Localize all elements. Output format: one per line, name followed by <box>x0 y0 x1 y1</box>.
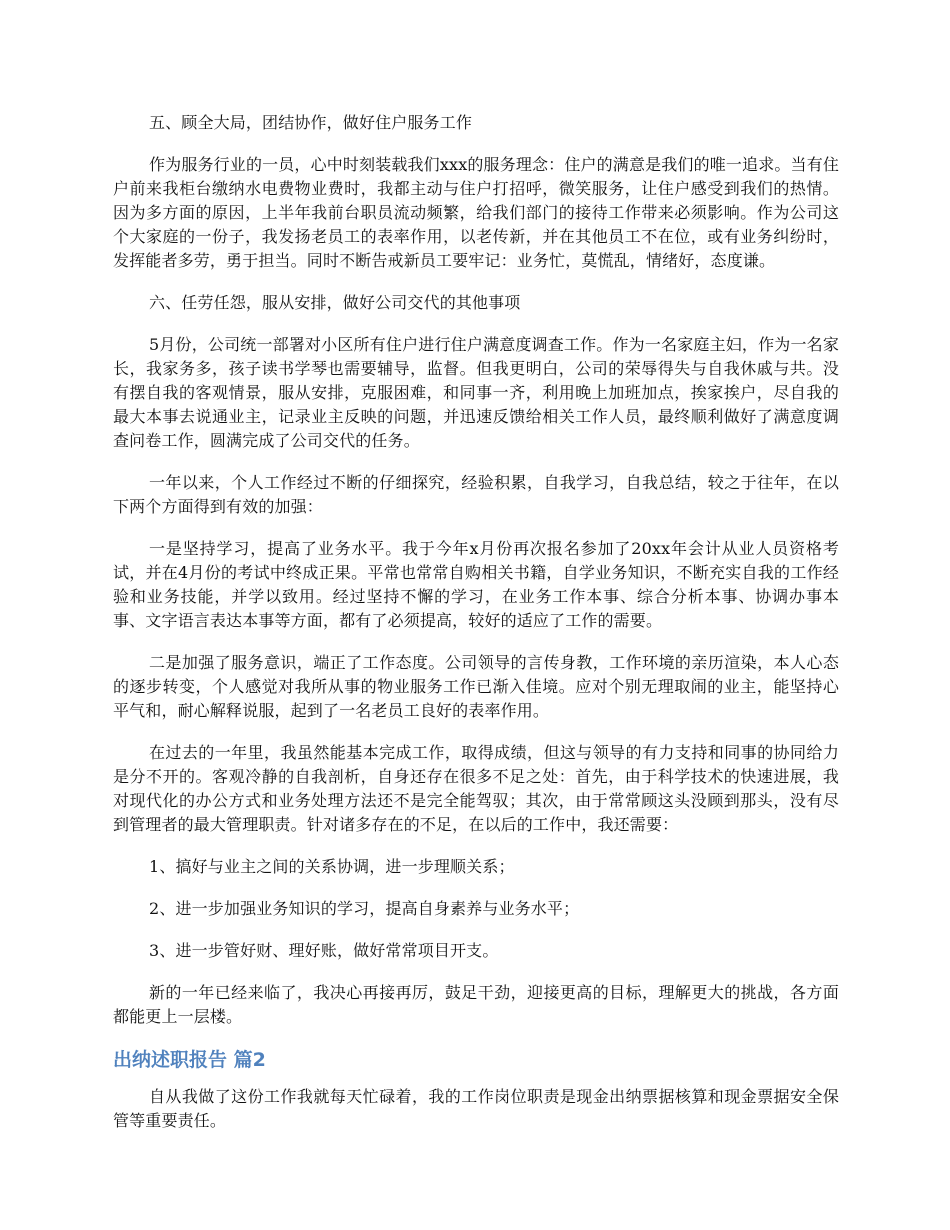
paragraph-service-awareness: 二是加强了服务意识，端正了工作态度。公司领导的言传身教，工作环境的亲历渲染，本人心态的逐步转变，个人感觉对我所从事的物业服务工作已渐入佳境。应对个别无理取闹的业主，能坚持心平气和，耐心解释说服，起到了一名老员工良好的表率作用。 <box>113 653 839 720</box>
report-heading-part2: 出纳述职报告 篇2 <box>113 1049 266 1071</box>
paragraph-part2-intro: 自从我做了这份工作我就每天忙碌着，我的工作岗位职责是现金出纳票据核算和现金票据安全保管等重要责任。 <box>113 1087 839 1130</box>
document-page <box>113 111 839 1151</box>
paragraph-service-philosophy: 作为服务行业的一员，心中时刻装载我们xxx的服务理念：住户的满意是我们的唯一追求。当有住户前来我柜台缴纳水电费物业费时，我都主动与住户打招呼，微笑服务，让住户感受到我们的热情。因为多方面的原因，上半年我前台职员流动频繁，给我们部门的接待工作带来必须影响。作为公司这个大家庭的一份子，我发扬老员工的表率作用，以老传新，并在其他员工不在位，或有业务纠纷时，发挥能者多劳，勇于担当。同时不断告戒新员工要牢记：业务忙，莫慌乱，情绪好，态度谦。 <box>113 155 839 270</box>
paragraph-study: 一是坚持学习，提高了业务水平。我于今年x月份再次报名参加了20xx年会计从业人员资格考试，并在4月份的考试中终成正果。平常也常常自购相关书籍，自学业务知识，不断充实自我的工作经验和业务技能，并学以致用。经过坚持不懈的学习，在业务工作本事、综合分析本事、协调办事本事、文字语言表达本事等方面，都有了必须提高，较好的适应了工作的需要。 <box>113 539 839 630</box>
paragraph-satisfaction-survey: 5月份，公司统一部署对小区所有住户进行住户满意度调查工作。作为一名家庭主妇，作为一名家长，我家务多，孩子读书学琴也需要辅导，监督。但我更明白，公司的荣辱得失与自我休戚与共。没有摆自我的客观情景，服从安排，克服困难，和同事一齐，利用晚上加班加点，挨家挨户，尽自我的最大本事去说通业主，记录业主反映的问题，并迅速反馈给相关工作人员，最终顺利做好了满意度调查问卷工作，圆满完成了公司交代的任务。 <box>113 335 839 450</box>
list-item-1: 1、搞好与业主之间的关系协调，进一步理顺关系； <box>149 857 515 876</box>
section-heading-five: 五、顾全大局，团结协作，做好住户服务工作 <box>149 113 473 132</box>
list-item-3: 3、进一步管好财、理好账，做好常常项目开支。 <box>149 941 499 960</box>
paragraph-new-year: 新的一年已经来临了，我决心再接再厉，鼓足干劲，迎接更高的目标，理解更大的挑战，各方面都能更上一层楼。 <box>113 983 839 1026</box>
paragraph-shortcomings: 在过去的一年里，我虽然能基本完成工作，取得成绩，但这与领导的有力支持和同事的协同给力是分不开的。客观冷静的自我剖析，自身还存在很多不足之处：首先，由于科学技术的快速进展，我对现代化的办公方式和业务处理方法还不是完全能驾驭；其次，由于常常顾这头没顾到那头，没有尽到管理者的最大管理职责。针对诸多存在的不足，在以后的工作中，我还需要： <box>113 743 839 834</box>
list-item-2: 2、进一步加强业务知识的学习，提高自身素养与业务水平； <box>149 899 580 918</box>
paragraph-year-summary: 一年以来，个人工作经过不断的仔细探究，经验积累，自我学习，自我总结，较之于往年，在以下两个方面得到有效的加强： <box>113 473 839 516</box>
section-heading-six: 六、任劳任怨，服从安排，做好公司交代的其他事项 <box>149 293 521 312</box>
